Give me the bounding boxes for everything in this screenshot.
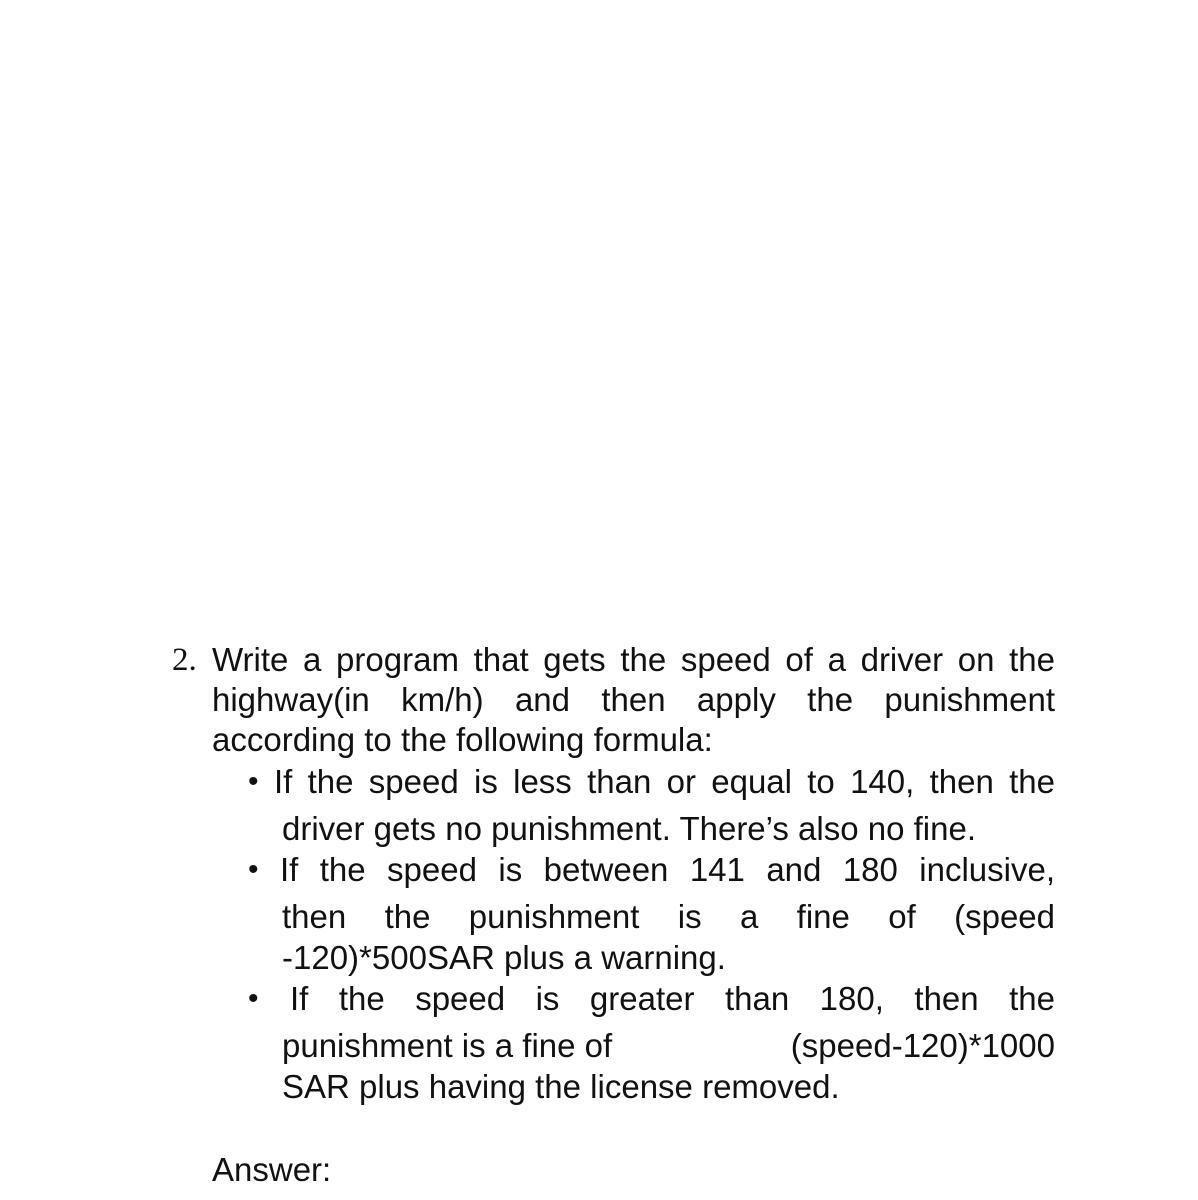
- bullet-3-line-2b: (speed-120)*1000: [790, 1027, 1055, 1064]
- question-line-2: highway(in km/h) and then apply the punishment: [212, 681, 1055, 718]
- bullet-1-dot: •: [248, 765, 259, 798]
- bullet-3-line-3: SAR plus having the license removed.: [282, 1068, 840, 1105]
- bullet-1-line-1: If the speed is less than or equal to 140, then the: [274, 763, 1055, 800]
- answer-label: Answer:: [212, 1151, 332, 1188]
- bullet-2-line-1: If the speed is between 141 and 180 inclusive,: [280, 851, 1055, 888]
- question-line-1: Write a program that gets the speed of a driver on the: [212, 641, 1055, 678]
- bullet-2-line-3: -120)*500SAR plus a warning.: [282, 939, 726, 976]
- bullet-2-line-2: then the punishment is a fine of (speed: [282, 898, 1055, 935]
- bullet-3-line-1: If the speed is greater than 180, then the: [290, 980, 1055, 1017]
- question-line-3: according to the following formula:: [212, 721, 713, 758]
- bullet-3-dot: •: [248, 982, 259, 1015]
- question-number: 2.: [172, 642, 197, 678]
- bullet-3-line-2a: punishment is a fine of: [282, 1027, 613, 1064]
- bullet-2-dot: •: [248, 853, 259, 886]
- bullet-1-line-2: driver gets no punishment. There’s also no fine.: [282, 810, 977, 847]
